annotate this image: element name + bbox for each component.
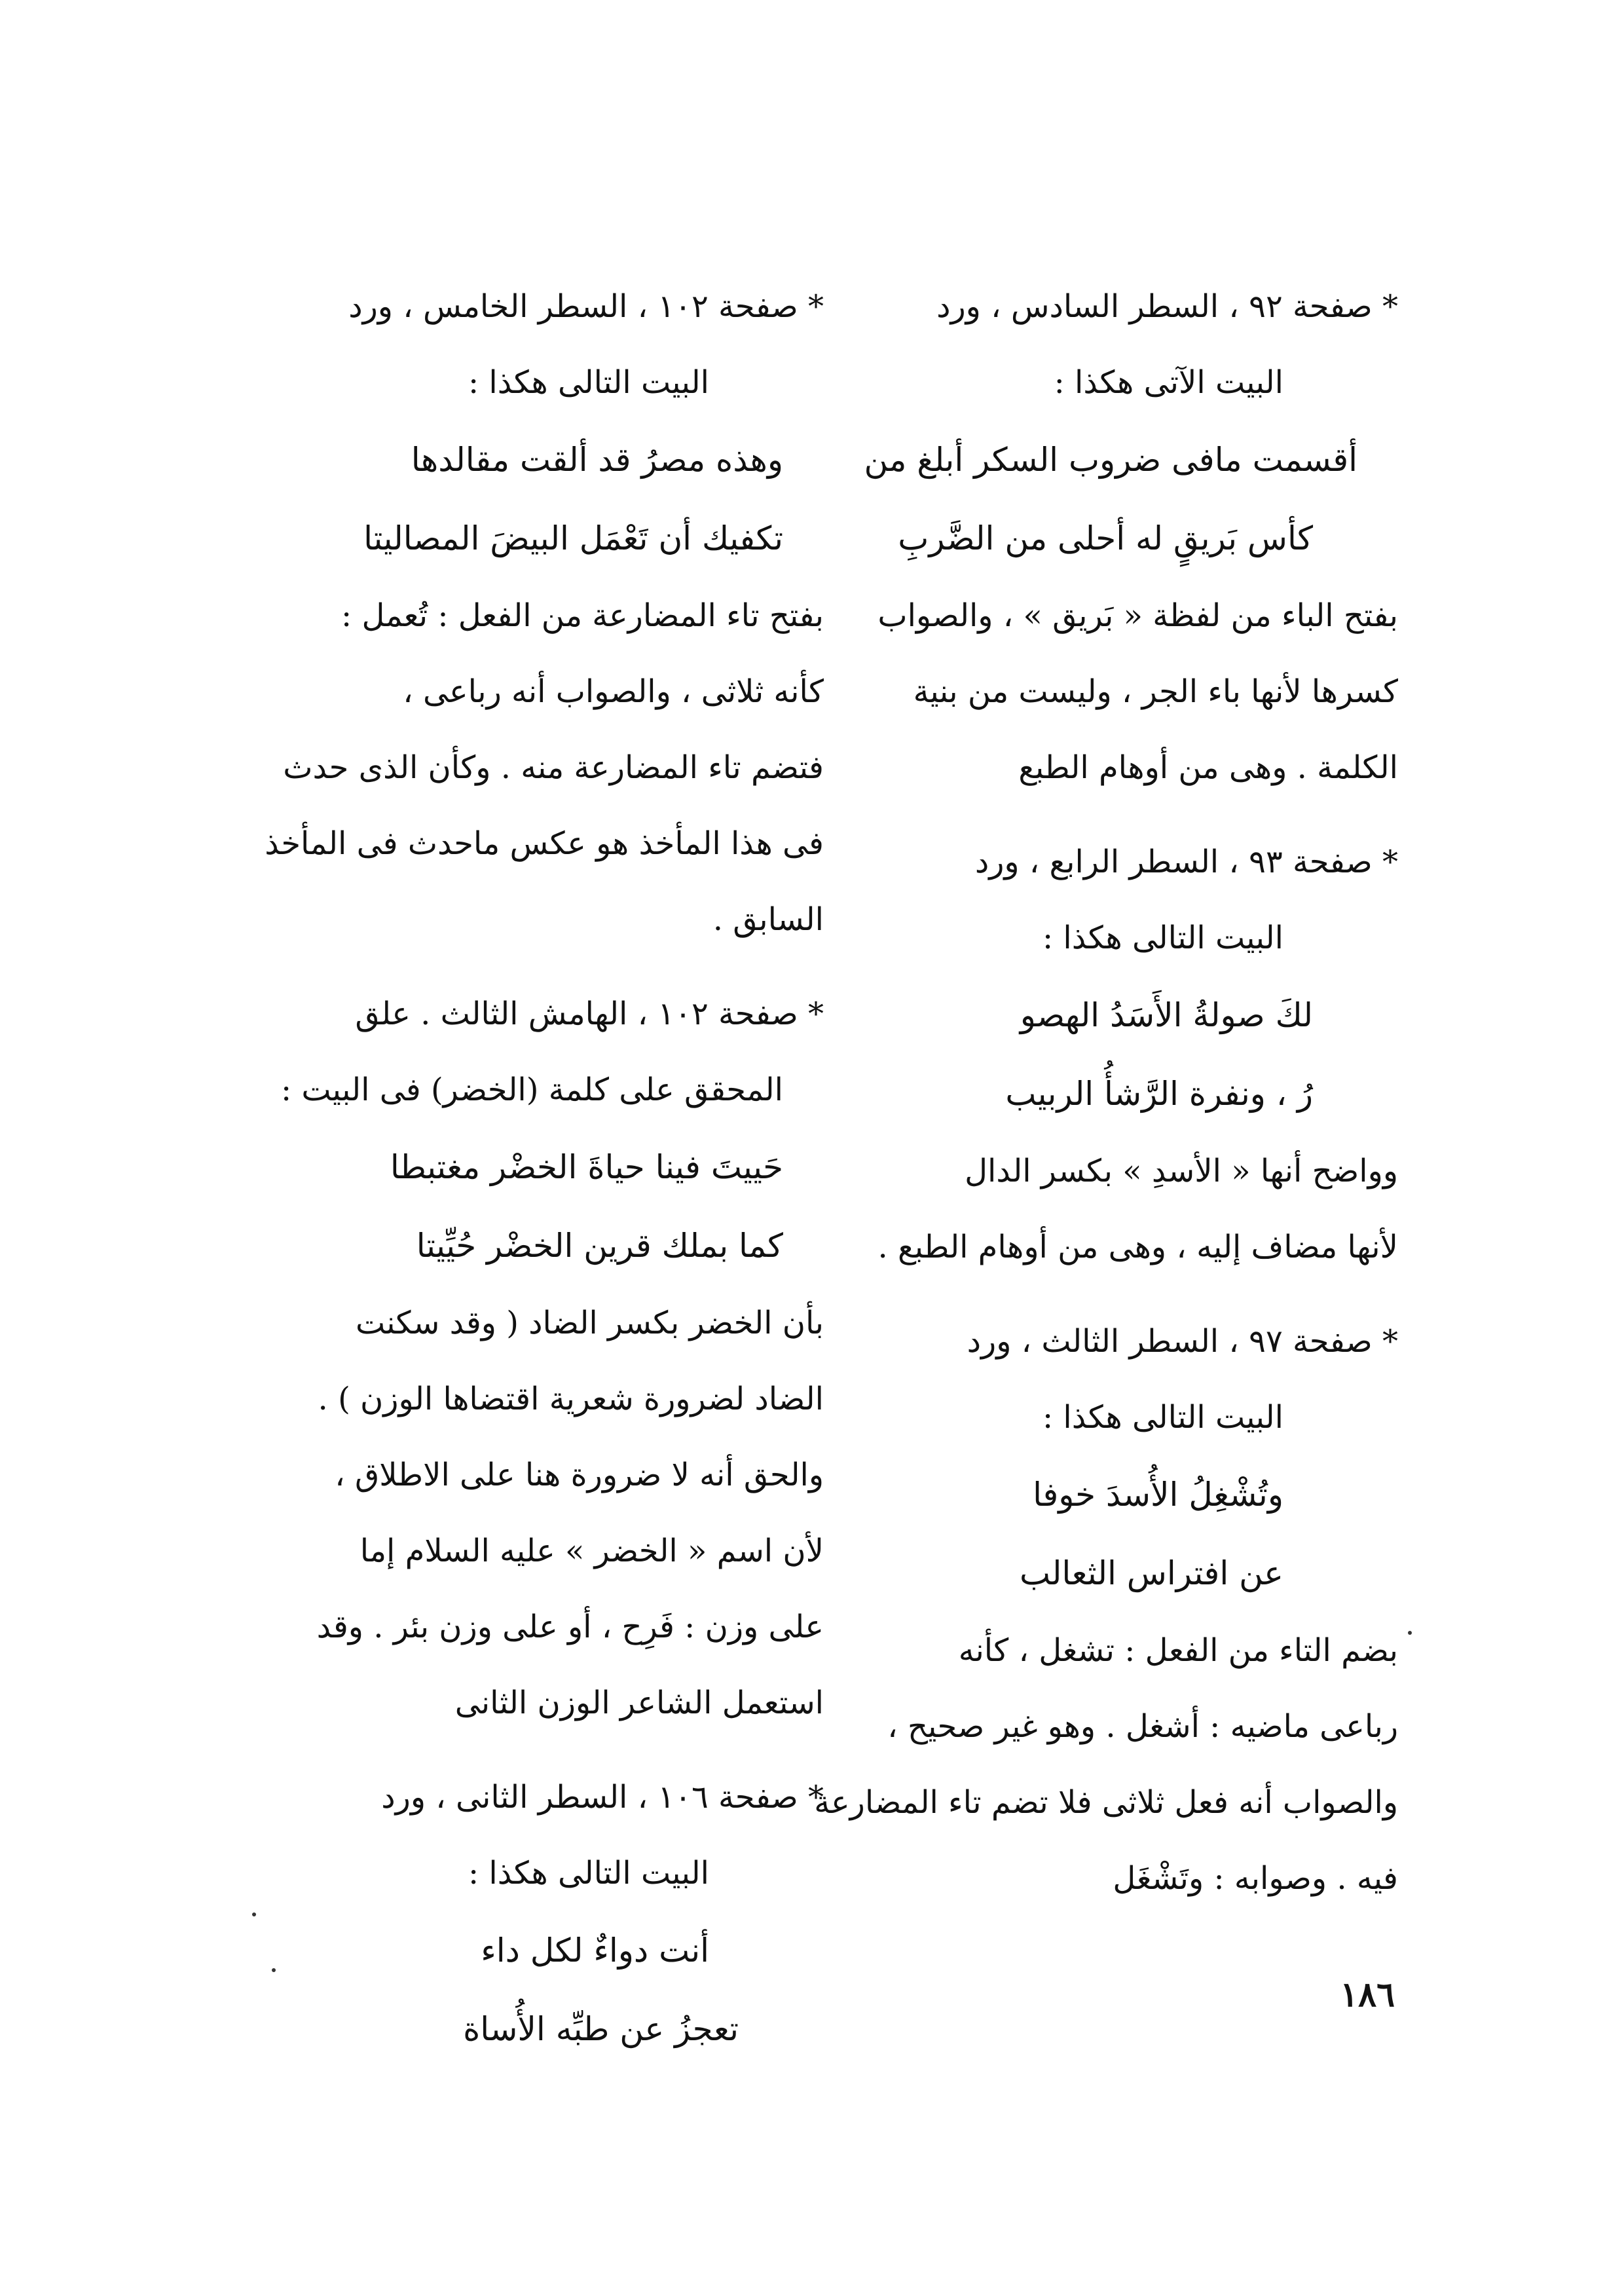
verse-line: وهذه مصرُ قد ألقت مقالدها	[411, 441, 783, 479]
verse-line: لكَ صولةُ الأَسَدُ الهصو	[1020, 996, 1313, 1034]
note-line: الكلمة . وهى من أوهام الطبع	[1018, 749, 1398, 786]
note-line: فيه . وصوابه : وتَشْغَل	[1113, 1860, 1398, 1897]
entry-heading: * صفحة ١٠٦ ، السطر الثانى ، ورد	[381, 1779, 824, 1816]
verse-line: حَييتَ فينا حياةَ الخضْر مغتبطا	[390, 1148, 783, 1186]
note-line: وواضح أنها « الأسدِ » بكسر الدال	[965, 1153, 1398, 1189]
verse-line: وتُشْغِلُ الأُسدَ خوفا	[1033, 1476, 1283, 1514]
entry-intro: البيت التالى هكذا :	[468, 1855, 709, 1892]
entry-heading: * صفحة ٩٢ ، السطر السادس ، ورد	[936, 288, 1398, 325]
entry-intro: البيت التالى هكذا :	[468, 364, 709, 401]
stray-mark	[272, 1968, 276, 1972]
note-line: بفتح تاء المضارعة من الفعل : تُعمل :	[341, 597, 824, 634]
note-line: بفتح الباء من لفظة « بَريق » ، والصواب	[877, 597, 1398, 634]
entry-intro: البيت الآتى هكذا :	[1054, 364, 1283, 401]
page-number: ١٨٦	[1340, 1975, 1395, 2015]
entry-heading: * صفحة ٩٧ ، السطر الثالث ، ورد	[967, 1323, 1398, 1360]
note-line: فتضم تاء المضارعة منه . وكأن الذى حدث	[283, 749, 824, 786]
note-line: لأنها مضاف إليه ، وهى من أوهام الطبع .	[877, 1229, 1398, 1265]
verse-line: أنت دواءٌ لكل داء	[481, 1931, 709, 1969]
note-line: رباعى ماضيه : أشغل . وهو غير صحيح ،	[887, 1708, 1398, 1745]
verse-line: عن افتراس الثعالب	[1020, 1554, 1283, 1592]
entry-intro: المحقق على كلمة (الخضر) فى البيت :	[280, 1072, 783, 1108]
note-line: لأن اسم « الخضر » عليه السلام إما	[360, 1533, 824, 1569]
note-line: الضاد لضرورة شعرية اقتضاها الوزن ) .	[318, 1381, 824, 1417]
entry-heading: * صفحة ٩٣ ، السطر الرابع ، ورد	[974, 844, 1398, 880]
note-line: على وزن : فَرِح ، أو على وزن بئر . وقد	[316, 1609, 824, 1645]
verse-line: تعجزُ عن طبِّه الأُساة	[463, 2010, 739, 2048]
note-line: بضم التاء من الفعل : تشغل ، كأنه	[958, 1632, 1398, 1669]
note-line: كسرها لأنها باء الجر ، وليست من بنية	[913, 673, 1398, 710]
left-column	[241, 269, 824, 2068]
stray-mark	[252, 1912, 256, 1916]
verse-line: كأس بَريقٍ له أحلى من الضَّربِ	[898, 519, 1313, 557]
note-line: استعمل الشاعر الوزن الثانى	[454, 1685, 824, 1721]
verse-line: تكفيك أن تَعْمَل البيضَ المصاليتا	[363, 519, 783, 557]
note-line: بأن الخضر بكسر الضاد ( وقد سكنت	[356, 1305, 824, 1341]
note-line: السابق .	[712, 901, 824, 938]
note-line: فى هذا المأخذ هو عكس ماحدث فى المأخذ	[265, 825, 824, 862]
note-line: كأنه ثلاثى ، والصواب أنه رباعى ،	[403, 673, 824, 710]
entry-heading: * صفحة ١٠٢ ، السطر الخامس ، ورد	[348, 288, 824, 325]
entry-heading: * صفحة ١٠٢ ، الهامش الثالث . علق	[355, 996, 824, 1032]
entry-intro: البيت التالى هكذا :	[1042, 1399, 1283, 1436]
note-line: والحق أنه لا ضرورة هنا على الاطلاق ،	[335, 1457, 824, 1493]
verse-line: كما بملك قرين الخضْر حُيِّيتا	[416, 1227, 783, 1265]
verse-line: رُ ، ونفرة الرَّشأُ الربيب	[1005, 1075, 1313, 1113]
note-line: والصواب أنه فعل ثلاثى فلا تضم تاء المضارعة	[814, 1784, 1398, 1821]
right-column	[809, 269, 1398, 1916]
verse-line: أقسمت مافى ضروب السكر أبلغ من	[864, 441, 1357, 479]
entry-intro: البيت التالى هكذا :	[1042, 920, 1283, 956]
stray-mark	[1408, 1631, 1412, 1635]
